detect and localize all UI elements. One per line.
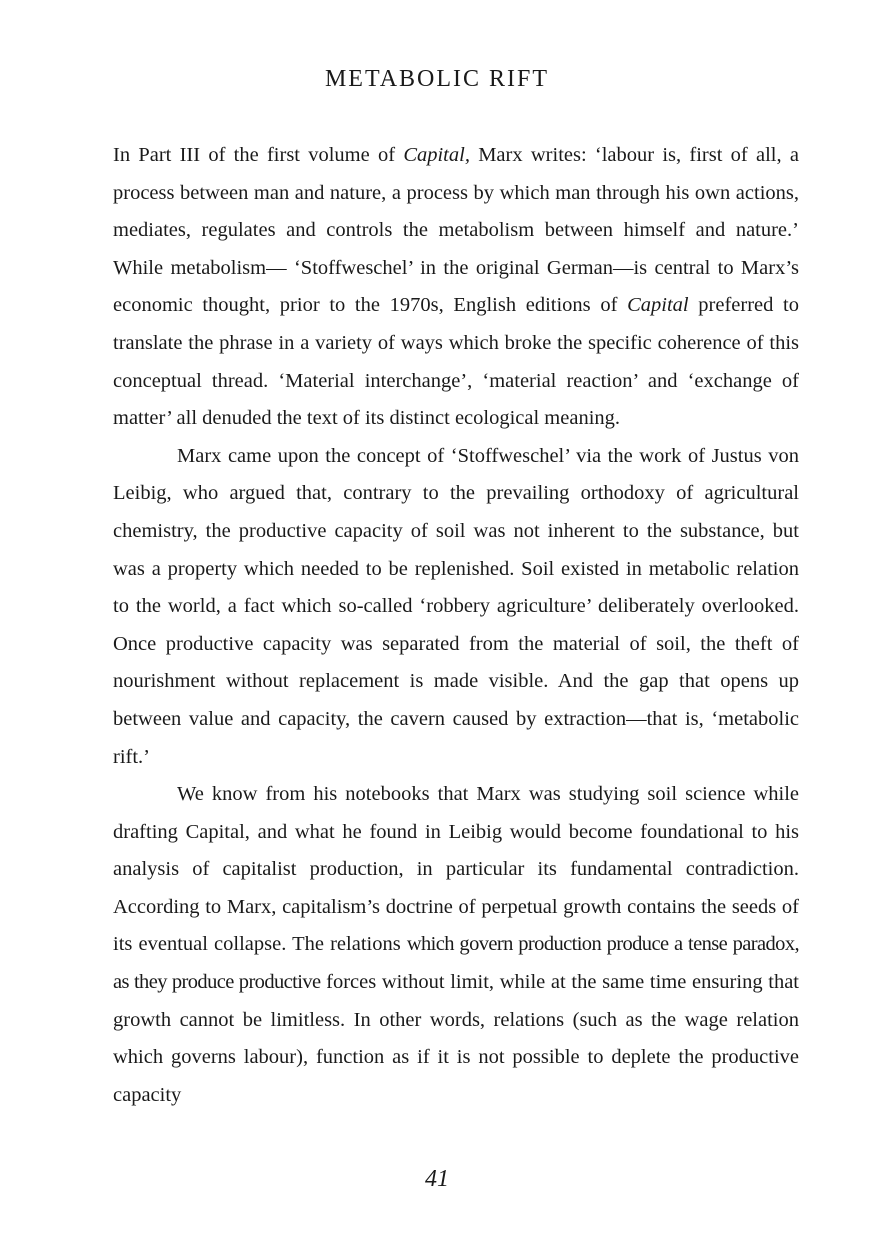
paragraph-1-text-e: preferred to translate the phrase in a variety of ways which broke the specific coherence of this conceptual thread. ‘Material interchange’, ‘material reaction’ and ‘exchange of matter’ all denuded the text of its distinct ecological meaning.: [113, 294, 799, 430]
running-head: METABOLIC RIFT: [324, 66, 550, 92]
book-title-capital: Capital: [627, 294, 689, 317]
body-text: [113, 137, 799, 1114]
paragraph-1-text-a: In Part III of the first volume of: [113, 144, 404, 166]
book-title-capital: Capital,: [403, 144, 470, 166]
paragraph-3-tight-line: which govern production produce a tense paradox, as they produce productive: [113, 933, 799, 994]
paragraph-2: Marx came upon the concept of ‘Stoffweschel’ via the work of Justus von Leibig, who argued that, contrary to the prevailing orthodoxy of agricultural chemistry, the productive capacity of soil was not inherent to the substance, but was a property which needed to be replenished. Soil existed in metabolic relation to the world, a fact which so-called ‘robbery agriculture’ deliberately overlooked. Once productive capacity was separated from the material of soil, the theft of nourishment without replacement is made visible. And the gap that opens up between value and capacity, the cavern caused by extraction—that is, ‘metabolic rift.’: [113, 444, 799, 768]
paragraph-1-text-c: Marx writes: ‘labour is, first of all, a process between man and nature, a process by which man through his own actions, mediates, regulates and controls the metabolism between himself and nature.’ While metabolism— ‘Stoffweschel’ in the original German—is central to Marx’s economic thought, prior to the 1970s, English editions of: [113, 144, 799, 317]
paragraph-3: [113, 776, 799, 1114]
paragraph-3-text-a: We know from his notebooks that Marx was studying soil science while drafting Capital, and what he found in Leibig would become foundational to his analysis of capitalist production, in particular its fundamental contradiction. According to Marx, capitalism’s doctrine of perpetual growth contains the seeds of its eventual collapse. The relations: [113, 783, 799, 956]
page-number: 41: [425, 1166, 449, 1192]
paragraph-3-text-c: forces without limit, while at the same time ensuring that growth cannot be limitless. In other words, relations (such as the wage relation which governs labour), function as if it is not possible to deplete the productive capacity: [113, 971, 799, 1106]
paragraph-1: [113, 137, 799, 438]
